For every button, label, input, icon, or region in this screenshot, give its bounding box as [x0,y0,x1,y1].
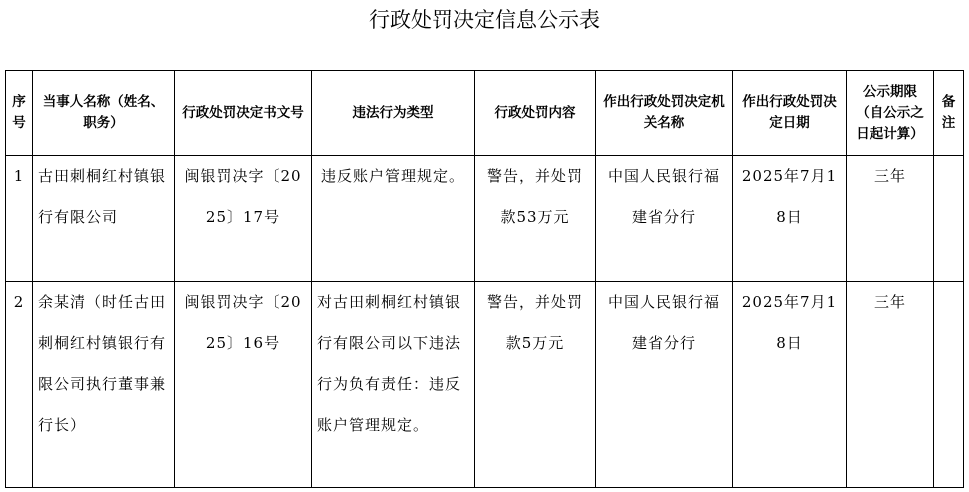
row-index: 2 [6,282,33,488]
header-penalty: 行政处罚内容 [475,71,596,156]
header-index: 序号 [6,71,33,156]
violation-type: 违反账户管理规定。 [312,156,475,282]
issuing-authority: 中国人民银行福建省分行 [596,156,733,282]
remark [934,156,964,282]
header-period: 公示期限（自公示之日起计算） [847,71,934,156]
decision-doc-number: 闽银罚决字〔2025〕17号 [175,156,312,282]
decision-doc-number: 闽银罚决字〔2025〕16号 [175,282,312,488]
header-doc-no: 行政处罚决定书文号 [175,71,312,156]
decision-date: 2025年7月18日 [733,156,847,282]
issuing-authority: 中国人民银行福建省分行 [596,282,733,488]
penalty-content: 警告，并处罚款5万元 [475,282,596,488]
table-row [6,156,964,282]
decision-date: 2025年7月18日 [733,282,847,488]
penalty-table [5,70,964,488]
header-authority: 作出行政处罚决定机关名称 [596,71,733,156]
table-header-row [6,71,964,156]
party-name: 余某清（时任古田刺桐红村镇银行有限公司执行董事兼行长） [33,282,175,488]
header-violation: 违法行为类型 [312,71,475,156]
party-name: 古田刺桐红村镇银行有限公司 [33,156,175,282]
page-title: 行政处罚决定信息公示表 [369,8,600,32]
remark [934,282,964,488]
disclosure-period: 三年 [847,282,934,488]
table-row [6,282,964,488]
violation-type: 对古田刺桐红村镇银行有限公司以下违法行为负有责任：违反账户管理规定。 [312,282,475,488]
disclosure-period: 三年 [847,156,934,282]
header-remark: 备注 [934,71,964,156]
header-party: 当事人名称（姓名、职务） [33,71,175,156]
header-date: 作出行政处罚决定日期 [733,71,847,156]
row-index: 1 [6,156,33,282]
penalty-content: 警告，并处罚款53万元 [475,156,596,282]
